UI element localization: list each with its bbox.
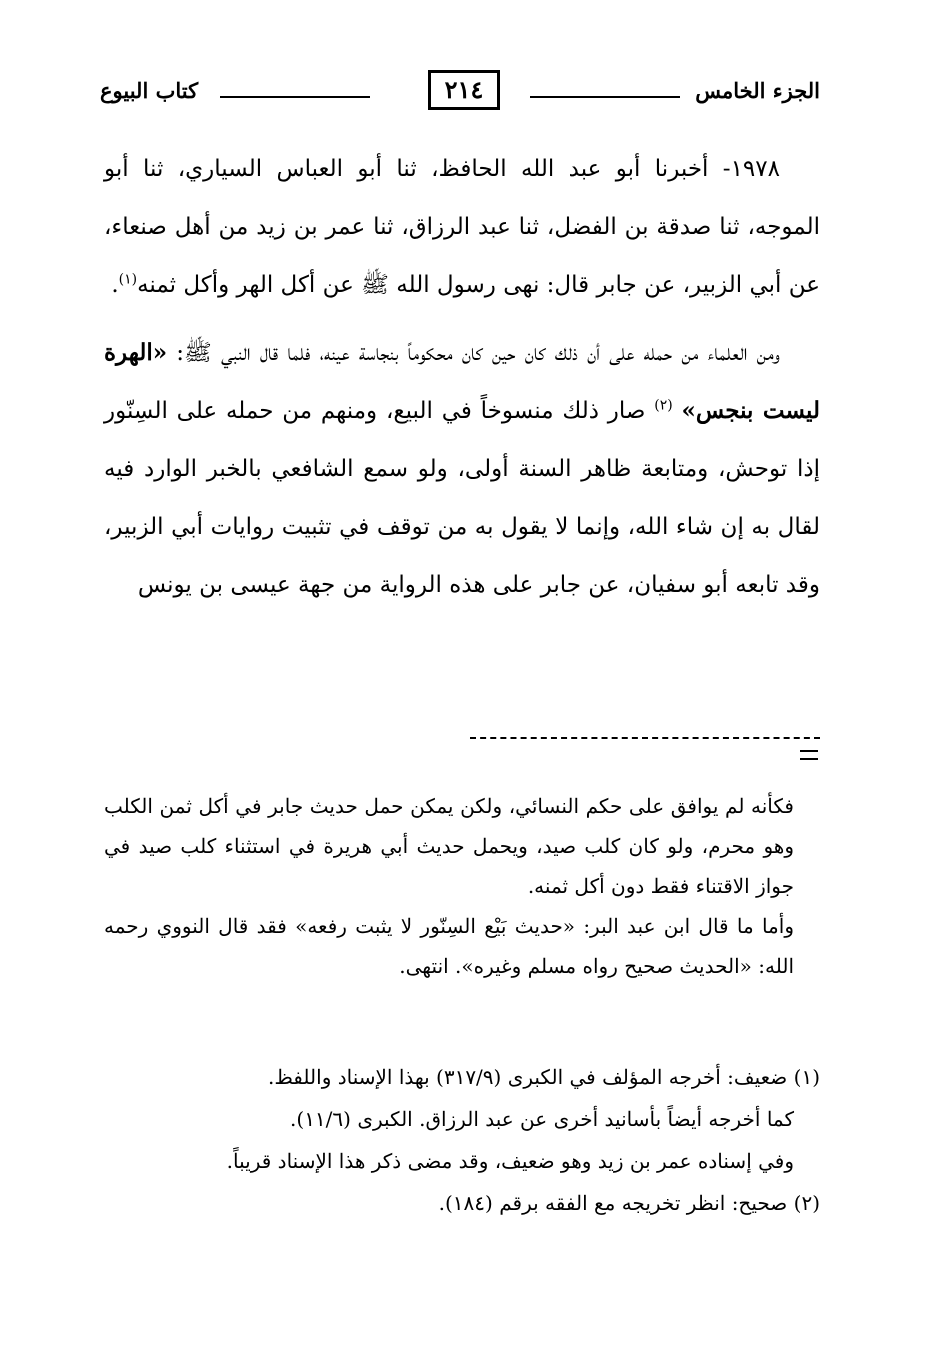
footnotes [104, 1056, 820, 1224]
hadith-quote: «الهرة ليست بنجس» [104, 339, 820, 424]
footnote-ref-2: (٢) [654, 397, 673, 414]
continuation-mark [800, 750, 818, 760]
commentary-text-b: صار ذلك منسوخاً في البيع، ومنهم من حمله على السِنّور إذا توحش، ومتابعة ظاهر السنة أولى، ولو سمع الشافعي بالخبر الوارد فيه لقال به إن شاء الله، وإنما لا يقول به من توقف في تثبيت روايات أبي الزبير، وقد تابعه أبو سفيان، عن جابر على هذه الرواية من جهة عيسى بن يونس [104, 398, 820, 598]
book-title: كتاب البيوع [100, 78, 199, 103]
header-rule-right [530, 96, 680, 98]
footnote-2: (٢) صحيح: انظر تخريجه مع الفقه برقم (١٨٤). [438, 1191, 820, 1215]
continuation-line-1: فكأنه لم يوافق على حكم النسائي، ولكن يمكن حمل حديث جابر في أكل ثمن الكلب وهو محرم، ولو كان كلب صيد، ويحمل حديث أبي هريرة في استثناء كلب صيد في جواز الاقتناء فقط دون أكل ثمنه. [104, 794, 794, 898]
footnote-ref-1: (١) [118, 271, 138, 288]
commentary-paragraph [104, 324, 820, 614]
header-rule-left [220, 96, 370, 98]
continuation-line-2: وأما ما قال ابن عبد البر: «حديث بَيْع السِنّور لا يثبت رفعه» فقد قال النووي رحمه الله: «الحديث صحيح رواه مسلم وغيره». انتهى. [104, 914, 794, 978]
commentary-text-a: ومن العلماء من حمله على أن ذلك كان حين كان محكوماً بنجاسة عينه، فلما قال النبي ﷺ: [167, 340, 780, 366]
footnote-separator [470, 737, 820, 739]
footnote-1-line-2: كما أخرجه أيضاً بأسانيد أخرى عن عبد الرزاق. الكبرى (١١/٦). [290, 1107, 794, 1131]
hadith-end: . [111, 272, 119, 298]
page-number: ٢١٤ [428, 70, 500, 110]
page-header [100, 68, 820, 120]
hadith-text: ١٩٧٨- أخبرنا أبو عبد الله الحافظ، ثنا أبو العباس السياري، ثنا أبو الموجه، ثنا صدقة بن الفضل، ثنا عبد الرزاق، ثنا عمر بن زيد من أهل صنعاء، عن أبي الزبير، عن جابر قال: نهى رسول الله ﷺ عن أكل الهر وأكل ثمنه [104, 156, 820, 298]
footnote-1: (١) ضعيف: أخرجه المؤلف في الكبرى (٣١٧/٩) بهذا الإسناد واللفظ. [267, 1065, 820, 1089]
volume-title: الجزء الخامس [695, 78, 820, 103]
footnote-1-line-3: وفي إسناده عمر بن زيد وهو ضعيف، وقد مضى ذكر هذا الإسناد قريباً. [226, 1149, 794, 1173]
hadith-paragraph [104, 140, 820, 314]
footnote-continuation [104, 786, 794, 986]
main-text [104, 140, 820, 614]
